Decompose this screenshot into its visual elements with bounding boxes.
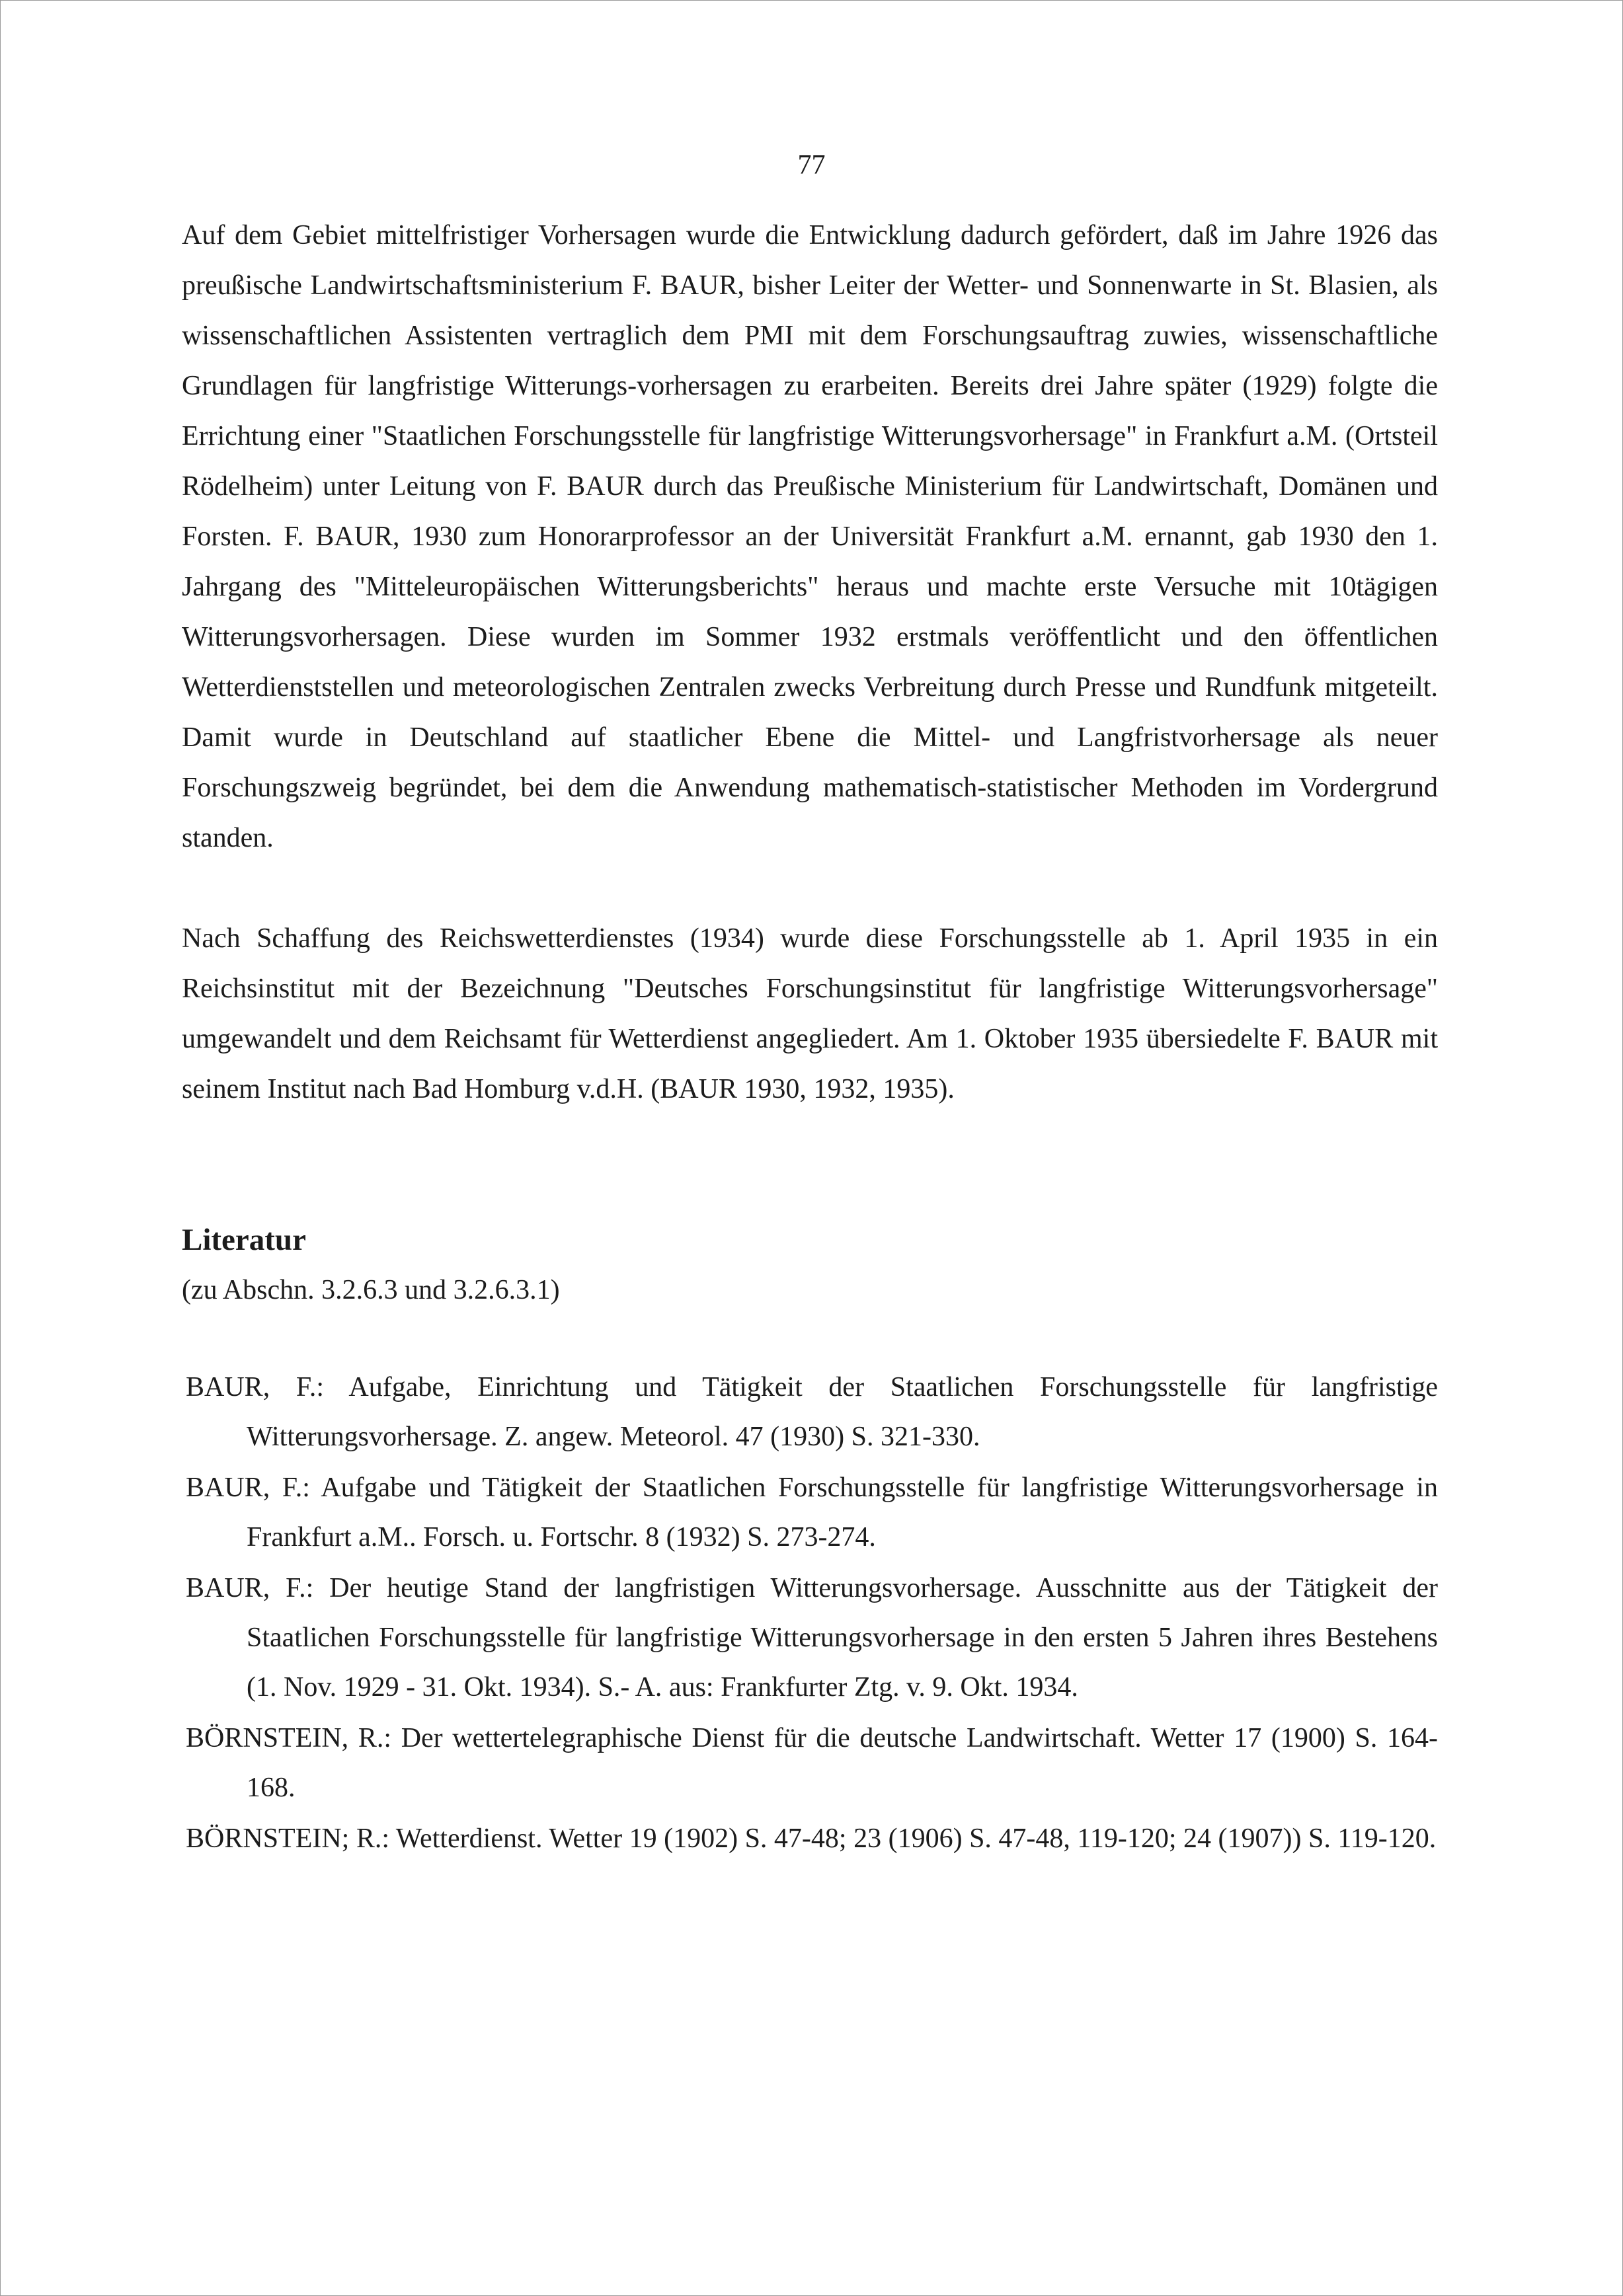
reference-list xyxy=(182,1363,1438,1864)
reference-item: BAUR, F.: Der heutige Stand der langfristigen Witterungsvorhersage. Ausschnitte aus der Tätigkeit der Staatlichen Forschungsstelle für langfristige Witterungsvorhersage in den ersten 5 Jahren ihres Bestehens (1. Nov. 1929 - 31. Okt. 1934). S.- A. aus: Frankfurter Ztg. v. 9. Okt. 1934. xyxy=(186,1573,1438,1703)
literature-heading: Literatur xyxy=(182,1223,306,1257)
body-paragraph: Nach Schaffung des Reichswetterdienstes (1934) wurde diese Forschungsstelle ab 1. April 1935 in ein Reichsinstitut mit der Bezeichnung "Deutsches Forschungsinstitut für langfristige Witterungsvorhersage" umgewandelt und dem Reichsamt für Wetterdienst angegliedert. Am 1. Oktober 1935 übersiedelte F. BAUR mit seinem Institut nach Bad Homburg v.d.H. (BAUR 1930, 1932, 1935). xyxy=(182,923,1438,1104)
reference-item: BÖRNSTEIN, R.: Der wettertelegraphische Dienst für die deutsche Landwirtschaft. Wetter 17 (1900) S. 164-168. xyxy=(186,1723,1438,1803)
body-paragraph: Auf dem Gebiet mittelfristiger Vorhersagen wurde die Entwicklung dadurch gefördert, daß im Jahre 1926 das preußische Landwirtschaftsministerium F. BAUR, bisher Leiter der Wetter- und Sonnenwarte in St. Blasien, als wissenschaftlichen Assistenten vertraglich dem PMI mit dem Forschungsauftrag zuwies, wissenschaftliche Grundlagen für langfristige Witterungs-vorhersagen zu erarbeiten. Bereits drei Jahre später (1929) folgte die Errichtung einer "Staatlichen Forschungsstelle für langfristige Witterungsvorhersage" in Frankfurt a.M. (Ortsteil Rödelheim) unter Leitung von F. BAUR durch das Preußische Ministerium für Landwirtschaft, Domänen und Forsten. F. BAUR, 1930 zum Honorarprofessor an der Universität Frankfurt a.M. ernannt, gab 1930 den 1. Jahrgang des "Mitteleuropäischen Witterungsberichts" heraus und machte erste Versuche mit 10tägigen Witterungsvorhersagen. Diese wurden im Sommer 1932 erstmals veröffentlicht und den öffentlichen Wetterdienststellen und meteorologischen Zentralen zwecks Verbreitung durch Presse und Rundfunk mitgeteilt. Damit wurde in Deutschland auf staatlicher Ebene die Mittel- und Langfristvorhersage als neuer Forschungszweig begründet, bei dem die Anwendung mathematisch-statistischer Methoden im Vordergrund standen. xyxy=(182,220,1438,853)
literature-section xyxy=(182,1215,1438,1864)
page-content xyxy=(182,210,1438,1865)
page-number: 77 xyxy=(797,150,826,180)
literature-subheading: (zu Abschn. 3.2.6.3 und 3.2.6.3.1) xyxy=(182,1275,560,1305)
reference-item: BAUR, F.: Aufgabe und Tätigkeit der Staatlichen Forschungsstelle für langfristige Witterungsvorhersage in Frankfurt a.M.. Forsch. u. Fortschr. 8 (1932) S. 273-274. xyxy=(186,1473,1438,1552)
reference-item: BAUR, F.: Aufgabe, Einrichtung und Tätigkeit der Staatlichen Forschungsstelle für langfristige Witterungsvorhersage. Z. angew. Meteorol. 47 (1930) S. 321-330. xyxy=(186,1372,1438,1452)
reference-item: BÖRNSTEIN; R.: Wetterdienst. Wetter 19 (1902) S. 47-48; 23 (1906) S. 47-48, 119-120; 24 (1907)) S. 119-120. xyxy=(186,1823,1437,1854)
